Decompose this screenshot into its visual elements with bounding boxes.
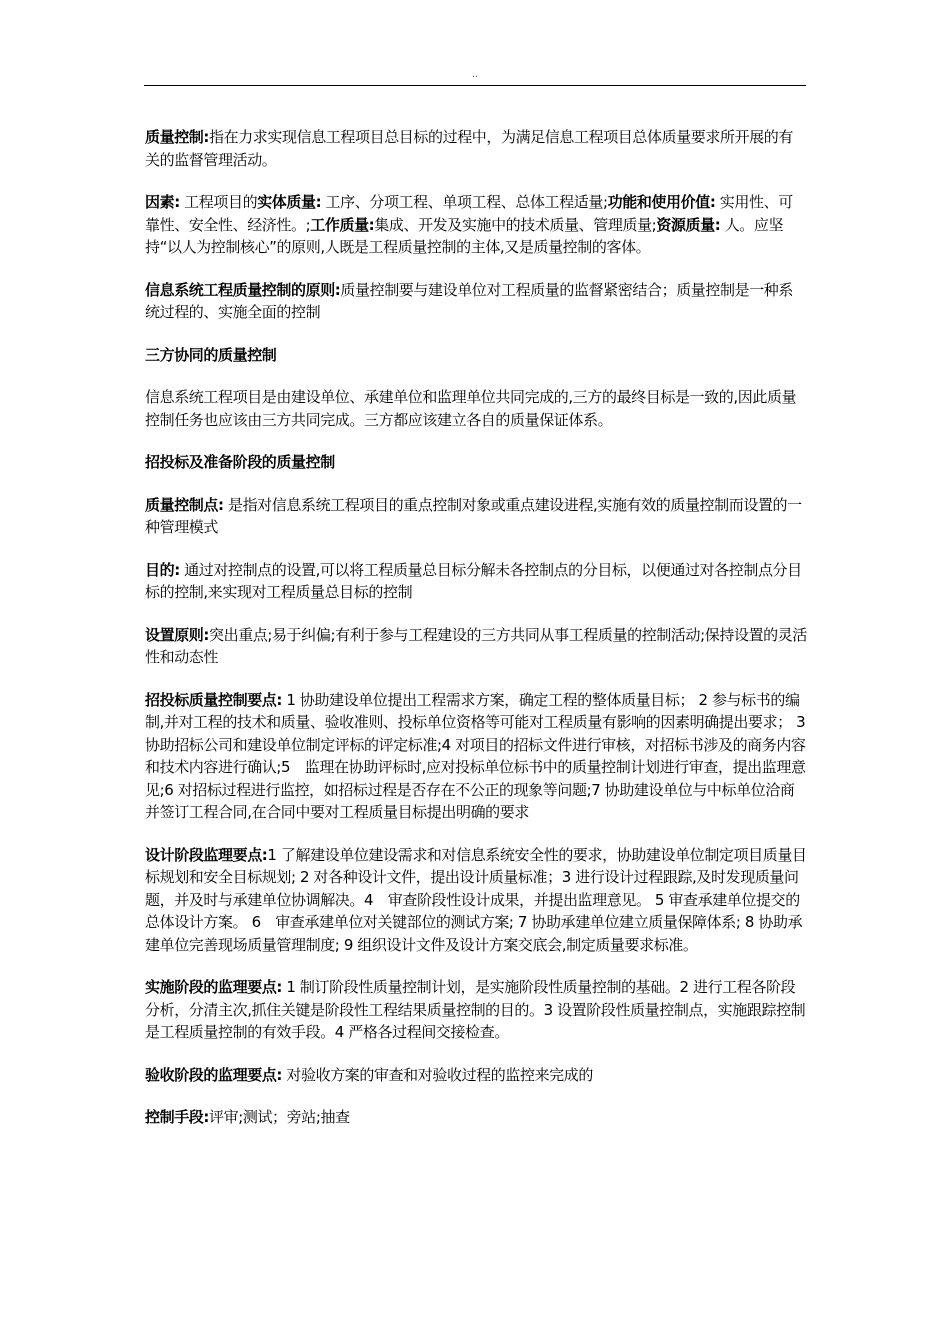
paragraph-text: 指在力求实现信息工程项目总目标的过程中，为满足信息工程项目总体质量要求所开展的有关的监督管理活动。 xyxy=(145,128,794,169)
term-label: 实施阶段的监理要点: xyxy=(145,978,282,996)
paragraph-control-means xyxy=(145,1106,807,1129)
paragraph-text: 对验收方案的审查和对验收过程的监控来完成的 xyxy=(282,1065,593,1084)
term-label: 验收阶段的监理要点: xyxy=(145,1065,282,1084)
paragraph-text: 实用性、可靠性、安全性、经济性。; xyxy=(145,193,793,234)
paragraph-text: 1 制订阶段性质量控制计划，是实施阶段性质量控制的基础。2 进行工程各阶段分析，分清主次,抓住关键是阶段性工程结果质量控制的目的。3 设置阶段性质量控制点，实施跟踪控制是工程质量控制的有效手段。4 严格各过程间交接检查。 xyxy=(145,978,806,1041)
paragraph-bidding-key-points xyxy=(145,689,820,824)
paragraph-purpose xyxy=(145,559,807,604)
term-label: 招投标质量控制要点: xyxy=(145,690,282,709)
term-label: 资源质量: xyxy=(656,215,721,234)
paragraph-text: 通过对控制点的设置,可以将工程质量总目标分解未各控制点的分目标，以便通过对各控制点分目标的控制,来实现对工程质量总目标的控制 xyxy=(145,560,802,601)
document-body xyxy=(145,126,820,1149)
paragraph-principles xyxy=(145,279,807,324)
paragraph-text: 评审;测试；旁站;抽查 xyxy=(209,1108,350,1126)
term-label: 实体质量: xyxy=(257,193,322,211)
paragraph-text: 突出重点;易于纠偏;有利于参与工程建设的三方共同从事工程质量的控制活动;保持设置的灵活性和动态性 xyxy=(145,625,807,666)
paragraph-setting-principles xyxy=(145,624,807,669)
term-label: 质量控制: xyxy=(145,128,209,146)
paragraph-text: 是指对信息系统工程项目的重点控制对象或重点建设进程,实施有效的质量控制而设置的一种管理模式 xyxy=(145,495,802,536)
paragraph-text: 信息系统工程项目是由建设单位、承建单位和监理单位共同完成的,三方的最终目标是一致的,因此质量控制任务也应该由三方共同完成。三方都应该建立各自的质量保证体系。 xyxy=(145,388,797,429)
term-label: 功能和使用价值: xyxy=(607,193,716,211)
section-heading-tripartite: 三方协同的质量控制 xyxy=(145,345,277,364)
paragraph-design-stage-key-points xyxy=(145,844,807,957)
paragraph-text: 1 了解建设单位建设需求和对信息系统安全性的要求，协助建设单位制定项目质量目标规划和安全目标规划; 2 对各种设计文件，提出设计质量标准；3 进行设计过程跟踪,及时发现质量问题，并及时与承建单位协调解决。4 审查阶段性设计成果，并提出监理意见。 5 审查承建单位提交的总体设计方案。 6 审查承建单位对关键部位的测试方案; 7 协助承建单位建立质量保障体系; 8 协助承建单位完善现场质量管理制度; 9 组织设计文件及设计方案交底会,制定质量要求标准。 xyxy=(145,845,807,954)
paragraph-text: 集成、开发及实施中的技术质量、管理质量; xyxy=(374,215,657,234)
paragraph-implementation-stage-key-points xyxy=(145,976,807,1044)
term-label: 信息系统工程质量控制的原则: xyxy=(145,280,341,299)
page-header-mark: .. xyxy=(472,70,478,80)
paragraph-text: 1 协助建设单位提出工程需求方案，确定工程的整体质量目标； 2 参与标书的编制,并对工程的技术和质量、验收准则、投标单位资格等可能对工程质量有影响的因素明确提出要求； 3 协助招标公司和建设单位制定评标的评定标准;4 对项目的招标文件进行审核，对招标书涉及的商务内容和技术内容进行确认;5 监理在协助评标时,应对投标单位标书中的质量控制计划进行审查，提出监理意见;6 对招标过程进行监控，如招标过程是否存在不公正的现象等问题;7 协助建设单位与中标单位洽商并签订工程合同,在合同中要对工程质量目标提出明确的要求 xyxy=(145,690,820,821)
header-divider xyxy=(144,85,806,86)
term-label: 控制手段: xyxy=(145,1108,209,1126)
term-label: 因素: xyxy=(145,193,180,211)
term-label: 工作质量: xyxy=(310,215,375,234)
paragraph-acceptance-stage-key-points xyxy=(145,1064,807,1087)
paragraph-control-point xyxy=(145,494,807,539)
paragraph-quality-control-definition xyxy=(145,126,807,171)
term-label: 质量控制点: xyxy=(145,495,224,514)
term-label: 目的: xyxy=(145,560,180,579)
paragraph-tripartite xyxy=(145,386,807,431)
paragraph-text: 人。应坚持“以人为控制核心”的原则,人既是工程质量控制的主体,又是质量控制的客体。 xyxy=(145,215,784,256)
term-label: 设置原则: xyxy=(145,625,209,644)
paragraph-text: 工程项目的 xyxy=(179,193,258,211)
paragraph-text: 质量控制要与建设单位对工程质量的监督紧密结合；质量控制是一种系统过程的、实施全面的控制 xyxy=(145,280,794,321)
paragraph-text: 工序、分项工程、单项工程、总体工程适量; xyxy=(321,193,608,211)
paragraph-factors xyxy=(145,191,807,259)
section-heading-bidding-stage: 招投标及准备阶段的质量控制 xyxy=(145,453,335,471)
term-label: 设计阶段监理要点: xyxy=(145,845,268,864)
